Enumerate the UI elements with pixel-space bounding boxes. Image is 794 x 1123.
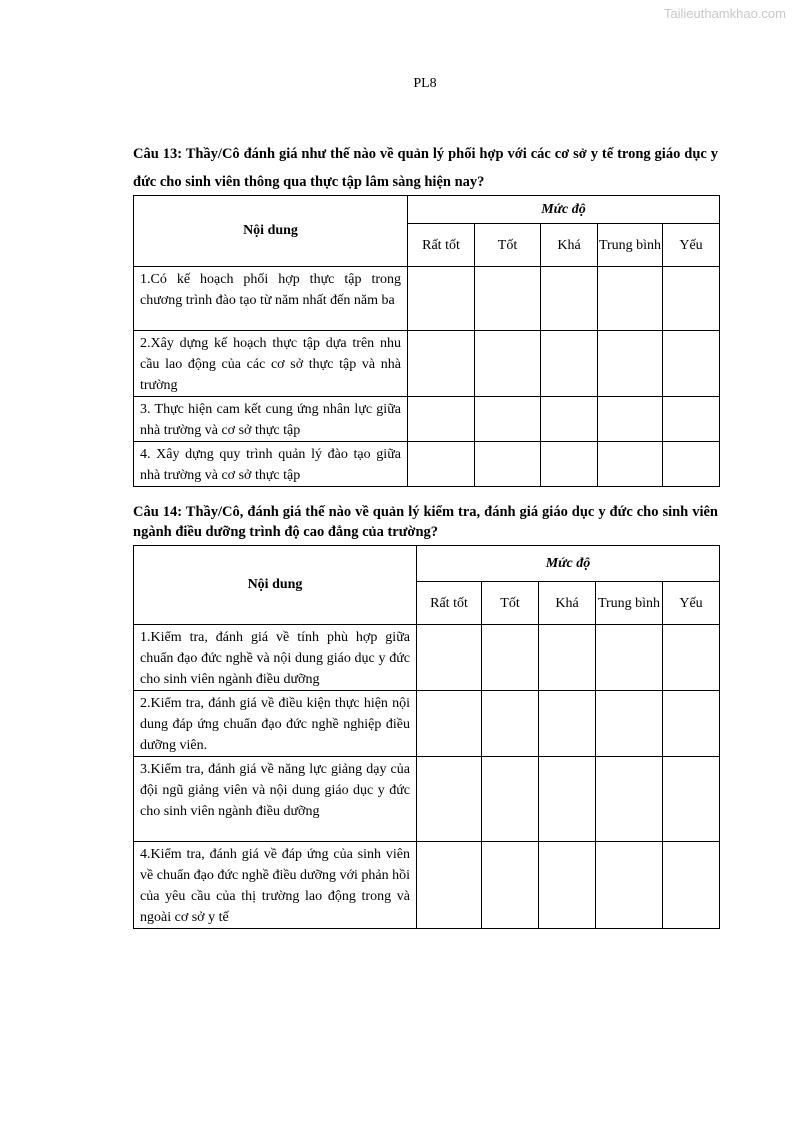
rating-cell[interactable] xyxy=(408,331,475,397)
rating-cell[interactable] xyxy=(475,442,541,487)
rating-cell[interactable] xyxy=(598,442,663,487)
rating-cell[interactable] xyxy=(417,625,482,691)
rating-cell[interactable] xyxy=(598,267,663,331)
rating-cell[interactable] xyxy=(408,267,475,331)
level-fair: Khá xyxy=(541,224,598,267)
rating-cell[interactable] xyxy=(541,331,598,397)
rating-cell[interactable] xyxy=(417,691,482,757)
rating-cell[interactable] xyxy=(541,397,598,442)
rating-cell[interactable] xyxy=(663,267,720,331)
row-content: 2.Xây dựng kế hoạch thực tập dựa trên nhu cầu lao động của các cơ sở thực tập và nhà trường xyxy=(134,331,408,397)
page-label: PL8 xyxy=(413,76,437,91)
rating-cell[interactable] xyxy=(539,625,596,691)
question-14-table xyxy=(133,545,720,929)
row-content: 2.Kiểm tra, đánh giá về điều kiện thực hiện nội dung đáp ứng chuẩn đạo đức nghề nghiệp điều dưỡng viên. xyxy=(134,691,417,757)
table-row xyxy=(134,267,720,331)
level-good: Tốt xyxy=(482,582,539,625)
table-row xyxy=(134,442,720,487)
row-content: 1.Có kế hoạch phối hợp thực tập trong chương trình đào tạo từ năm nhất đến năm ba xyxy=(134,267,408,331)
level-good: Tốt xyxy=(475,224,541,267)
level-very-good: Rất tốt xyxy=(417,582,482,625)
rating-cell[interactable] xyxy=(482,691,539,757)
rating-cell[interactable] xyxy=(541,442,598,487)
rating-cell[interactable] xyxy=(596,842,663,929)
rating-cell[interactable] xyxy=(598,331,663,397)
watermark: Tailieuthamkhao.com xyxy=(663,6,786,21)
rating-cell[interactable] xyxy=(417,842,482,929)
row-content: 3. Thực hiện cam kết cung ứng nhân lực giữa nhà trường và cơ sở thực tập xyxy=(134,397,408,442)
row-content: 1.Kiểm tra, đánh giá về tính phù hợp giữa chuẩn đạo đức nghề và nội dung giáo dục y đức cho sinh viên ngành điều dưỡng xyxy=(134,625,417,691)
table-row xyxy=(134,691,720,757)
rating-cell[interactable] xyxy=(663,442,720,487)
rating-cell[interactable] xyxy=(475,267,541,331)
rating-cell[interactable] xyxy=(663,331,720,397)
rating-cell[interactable] xyxy=(408,397,475,442)
rating-cell[interactable] xyxy=(475,397,541,442)
rating-cell[interactable] xyxy=(663,691,720,757)
rating-cell[interactable] xyxy=(598,397,663,442)
level-weak: Yếu xyxy=(663,224,720,267)
rating-cell[interactable] xyxy=(539,691,596,757)
rating-cell[interactable] xyxy=(408,442,475,487)
table-row xyxy=(134,757,720,842)
row-content: 3.Kiểm tra, đánh giá về năng lực giảng dạy của đội ngũ giảng viên và nội dung giáo dục y đức cho sinh viên ngành điều dưỡng xyxy=(134,757,417,842)
rating-cell[interactable] xyxy=(663,842,720,929)
table-row xyxy=(134,397,720,442)
level-average: Trung bình xyxy=(598,224,663,267)
rating-cell[interactable] xyxy=(475,331,541,397)
level-weak: Yếu xyxy=(663,582,720,625)
level-average: Trung bình xyxy=(596,582,663,625)
rating-cell[interactable] xyxy=(663,397,720,442)
rating-cell[interactable] xyxy=(596,757,663,842)
question-13-title: Câu 13: Thầy/Cô đánh giá như thế nào về quản lý phối hợp với các cơ sở y tế trong giáo dục y đức cho sinh viên thông qua thực tập lâm sàng hiện nay? xyxy=(133,146,718,190)
header-level: Mức độ xyxy=(417,546,720,582)
rating-cell[interactable] xyxy=(417,757,482,842)
rating-cell[interactable] xyxy=(596,625,663,691)
rating-cell[interactable] xyxy=(596,691,663,757)
question-13-table xyxy=(133,195,720,487)
rating-cell[interactable] xyxy=(482,625,539,691)
question-14-title: Câu 14: Thầy/Cô, đánh giá thế nào về quản lý kiểm tra, đánh giá giáo dục y đức cho sinh viên ngành điều dưỡng trình độ cao đẳng của trường? xyxy=(133,504,718,540)
level-very-good: Rất tốt xyxy=(408,224,475,267)
rating-cell[interactable] xyxy=(663,757,720,842)
rating-cell[interactable] xyxy=(541,267,598,331)
rating-cell[interactable] xyxy=(482,757,539,842)
header-content: Nội dung xyxy=(134,196,408,267)
row-content: 4. Xây dựng quy trình quản lý đào tạo giữa nhà trường và cơ sở thực tập xyxy=(134,442,408,487)
header-level: Mức độ xyxy=(408,196,720,224)
header-content: Nội dung xyxy=(134,546,417,625)
table-row xyxy=(134,842,720,929)
table-row xyxy=(134,331,720,397)
rating-cell[interactable] xyxy=(539,757,596,842)
table-row xyxy=(134,625,720,691)
rating-cell[interactable] xyxy=(663,625,720,691)
rating-cell[interactable] xyxy=(539,842,596,929)
level-fair: Khá xyxy=(539,582,596,625)
row-content: 4.Kiểm tra, đánh giá về đáp ứng của sinh viên về chuẩn đạo đức nghề điều dưỡng với phản hồi của yêu cầu của thị trường lao động trong và ngoài cơ sở y tế xyxy=(134,842,417,929)
rating-cell[interactable] xyxy=(482,842,539,929)
